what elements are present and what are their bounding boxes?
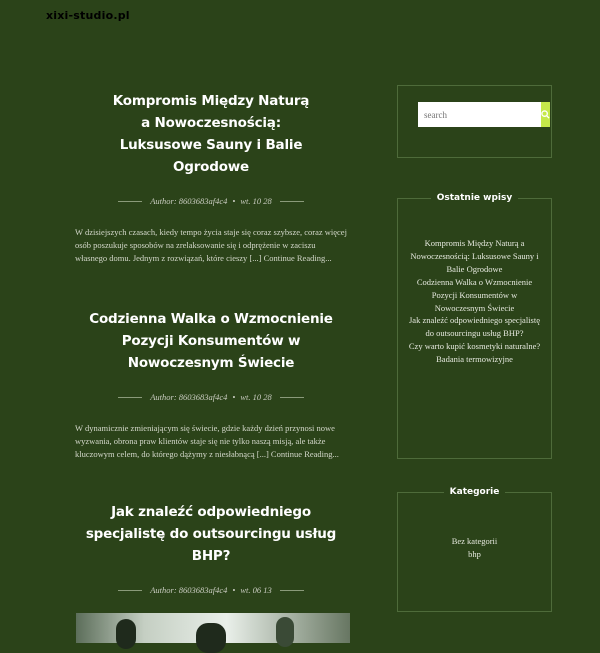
category-link[interactable]: bhp xyxy=(468,548,481,559)
post-title-link[interactable]: Kompromis Między Naturą a Nowoczesnością: Luksusowe Sauny i Balie Ogrodowe xyxy=(112,93,310,175)
recent-post-link[interactable]: Badania termowizyjne xyxy=(436,354,513,365)
recent-post-link[interactable]: Codzienna Walka o Wzmocnienie Pozycji Konsumentów w Nowoczesnym Świecie xyxy=(416,276,533,313)
post-title-link[interactable]: Jak znaleźć odpowiedniego specjalistę do outsourcingu usług BHP? xyxy=(85,504,337,564)
categories-list xyxy=(408,535,541,561)
recent-post-link[interactable]: Kompromis Między Naturą a Nowoczesnością: Luksusowe Sauny i Balie Ogrodowe xyxy=(410,238,539,274)
recent-post-link[interactable]: Czy warto kupić kosmetyki naturalne? xyxy=(408,341,541,352)
divider xyxy=(118,590,142,591)
divider xyxy=(118,397,142,398)
post-title-link[interactable]: Codzienna Walka o Wzmocnienie Pozycji Konsumentów w Nowoczesnym Świecie xyxy=(89,311,333,371)
image-figure xyxy=(116,619,136,649)
widget-title: Kategorie xyxy=(408,487,541,497)
widget-title: Ostatnie wpisy xyxy=(408,193,541,203)
site-title[interactable]: xixi-studio.pl xyxy=(46,9,130,22)
search-form xyxy=(418,102,531,127)
divider xyxy=(280,397,304,398)
post-list xyxy=(70,90,352,643)
categories-widget xyxy=(397,487,552,612)
image-figure xyxy=(276,617,294,647)
post-date: wt. 06 13 xyxy=(240,585,272,595)
post-excerpt: W dynamicznie zmieniającym się świecie, gdzie każdy dzień przynosi nowe wyzwania, obrona praw klientów staje się nie tylko naszą misją, ale także kluczowym celem, do którego dążymy z niesłabnącą [...] Continue Reading... xyxy=(75,423,339,459)
separator-dot: • xyxy=(232,392,236,402)
post-author[interactable]: Author: 8603683af4c4 xyxy=(150,196,228,206)
post-author[interactable]: Author: 8603683af4c4 xyxy=(150,392,228,402)
separator-dot: • xyxy=(232,196,236,206)
category-link[interactable]: Bez kategorii xyxy=(451,536,498,546)
recent-posts-widget xyxy=(397,193,552,459)
search-icon xyxy=(541,110,550,119)
separator-dot: • xyxy=(232,585,236,595)
post-date: wt. 10 28 xyxy=(240,392,272,402)
search-input[interactable] xyxy=(418,102,541,127)
search-button[interactable] xyxy=(541,102,550,127)
sidebar xyxy=(397,85,552,612)
post-article xyxy=(70,308,352,461)
divider xyxy=(118,201,142,202)
search-widget xyxy=(397,85,552,158)
post-author[interactable]: Author: 8603683af4c4 xyxy=(150,585,228,595)
post-article xyxy=(70,501,352,643)
post-article xyxy=(70,90,352,265)
recent-post-link[interactable]: Jak znaleźć odpowiedniego specjalistę do outsourcingu usług BHP? xyxy=(409,315,540,339)
recent-posts-list xyxy=(408,237,541,366)
divider xyxy=(280,590,304,591)
post-meta xyxy=(70,585,352,595)
post-date: wt. 10 28 xyxy=(240,196,272,206)
post-featured-image[interactable] xyxy=(76,613,350,643)
post-excerpt: W dzisiejszych czasach, kiedy tempo życia staje się coraz szybsze, coraz więcej osób poszukuje sposobów na zrelaksowanie się i odprężenie w zaciszu własnego domu. Jednym z rozwiązań, które cieszy [...] Continue Reading... xyxy=(75,227,347,263)
divider xyxy=(280,201,304,202)
post-meta xyxy=(70,196,352,206)
post-meta xyxy=(70,392,352,402)
image-figure xyxy=(196,623,226,653)
